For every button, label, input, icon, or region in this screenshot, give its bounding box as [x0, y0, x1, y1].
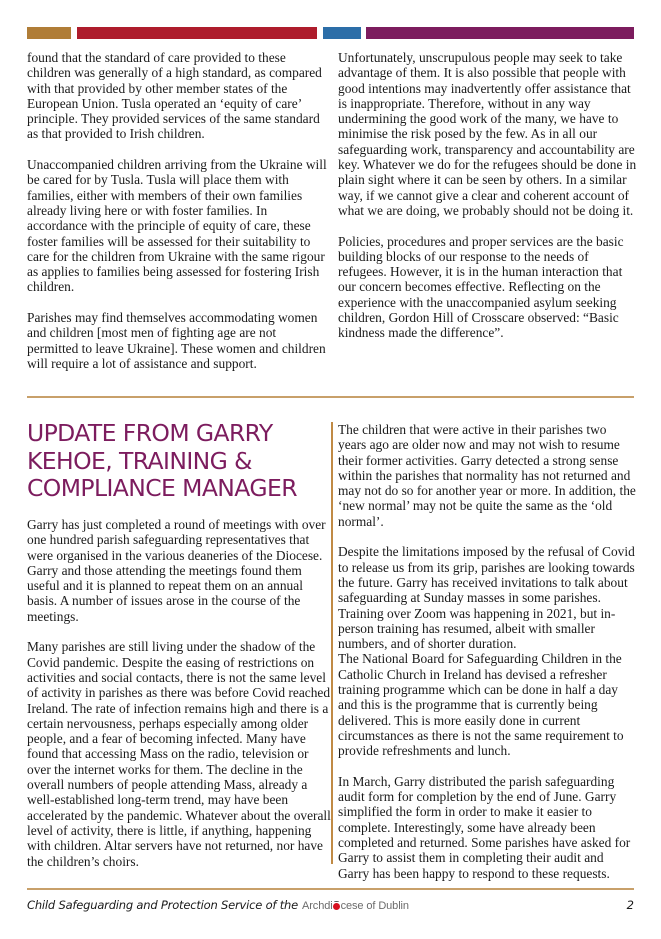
paragraph: Garry has just completed a round of meetings with over one hundred parish safeguarding representatives that were organised in the various deaneries of the Diocese. Garry and those attending the meetings found them useful and it is planned to repeat them on an annual basis. A number of issues arose in the course of the meetings. [27, 517, 326, 624]
paragraph: Parishes may find themselves accommodating women and children [most men of fighting age are not permitted to leave Ukraine]. These women and children will require a lot of assistance and support. [27, 310, 326, 371]
article-left-column [27, 517, 332, 869]
column-divider [331, 422, 333, 864]
paragraph: In March, Garry distributed the parish safeguarding audit form for completion by the end of June. Garry simplified the form in order to make it easier to complete. Interestingly, some have already been completed and returned. Some parishes have asked for Garry to assist them in completing their audit and Garry has been happy to respond to these requests. [338, 773, 631, 881]
logo-text-start: Archdi [302, 900, 333, 912]
header-color-bar-purple [366, 27, 634, 39]
footer-rule [27, 888, 634, 890]
logo-text-end: cese of Dublin [340, 900, 409, 912]
paragraph: The National Board for Safeguarding Children in the Catholic Church in Ireland has devised a refresher training programme which can be done in half a day and this is the programme that is currently being delivered. This is more easily done in current circumstances as there is not the same requirement to provide refreshments and lunch. [338, 651, 624, 759]
page-number: 2 [626, 898, 634, 912]
header-color-bar-blue [323, 27, 361, 39]
paragraph: Many parishes are still living under the shadow of the Covid pandemic. Despite the easing of restrictions on activities and social contacts, there is not the same level of activity in parishes as there was before Covid reached Ireland. The rate of infection remains high and there is a certain nervousness, perhaps especially among older people, and a fear of becoming infected. Many have found that accessing Mass on the radio, television or over the internet works for them. The decline in the overall numbers of people attending Mass, already a well-established long-term trend, may have been accelerated by the pandemic. Whatever about the overall level of activity, there is little, if anything, happening with children. Altar servers have not returned, nor have the children’s choirs. [27, 639, 331, 869]
top-left-column [27, 50, 327, 371]
archdiocese-logo [302, 900, 409, 912]
footer [27, 898, 409, 912]
header-color-bar-red [77, 27, 317, 39]
paragraph: found that the standard of care provided to these children was generally of a high standard, as compared with that provided by other member states of the European Union. Tusla operated an ‘equity of care’ principle. They provided services of the same standard as that provided to Irish children. [27, 50, 322, 142]
paragraph: The children that were active in their parishes two years ago are older now and may not wish to resume their former activities. Garry detected a strong sense within the parishes that normality has not returned and may not do so for another year or more. In addition, the ‘new normal’ may not be quite the same as the ‘old normal’. [338, 422, 636, 529]
section-divider-rule [27, 396, 634, 398]
top-right-column [338, 50, 638, 341]
paragraph: Policies, procedures and proper services are the basic building blocks of our response to the needs of refugees. However, it is in the human interaction that our concern becomes effective. Reflecting on the experience with the unaccompanied asylum seeking children, Gordon Hill of Crosscare observed: “Basic kindness made the difference”. [338, 233, 624, 341]
article-heading: UPDATE FROM GARRY KEHOE, TRAINING & COMPLIANCE MANAGER [27, 419, 297, 502]
paragraph: Unfortunately, unscrupulous people may seek to take advantage of them. It is also possible that people with good intentions may inadvertently offer assistance that is inappropriate. Therefore, without in any way undermining the good work of the many, we have to minimise the risk posed by the few. As in all our safeguarding work, transparency and accountability are key. Whatever we do for the refugees should be done in plain sight where it can be seen by others. In a similar way, if we cannot give a clear and coherent account of what we are doing, we probably should not be doing it. [338, 50, 637, 218]
paragraph: Despite the limitations imposed by the refusal of Covid to release us from its grip, parishes are looking towards the future. Garry has received invitations to talk about safeguarding at Sunday masses in some parishes. Training over Zoom was happening in 2021, but in-person training has resumed, albeit with smaller numbers, and of shorter duration. [338, 544, 635, 652]
logo-dot-icon [333, 903, 340, 910]
article-right-column [338, 422, 638, 881]
footer-service-text: Child Safeguarding and Protection Service of the [27, 898, 298, 912]
paragraph: Unaccompanied children arriving from the Ukraine will be cared for by Tusla. Tusla will place them with families, either with members of their own families already living here or with foster families. In accordance with the principle of equity of care, these foster families will be assessed for their suitability to care for the children from Ukraine with the same rigour as applies to families being assessed for fostering Irish children. [27, 157, 327, 295]
header-color-bar-gold [27, 27, 71, 39]
